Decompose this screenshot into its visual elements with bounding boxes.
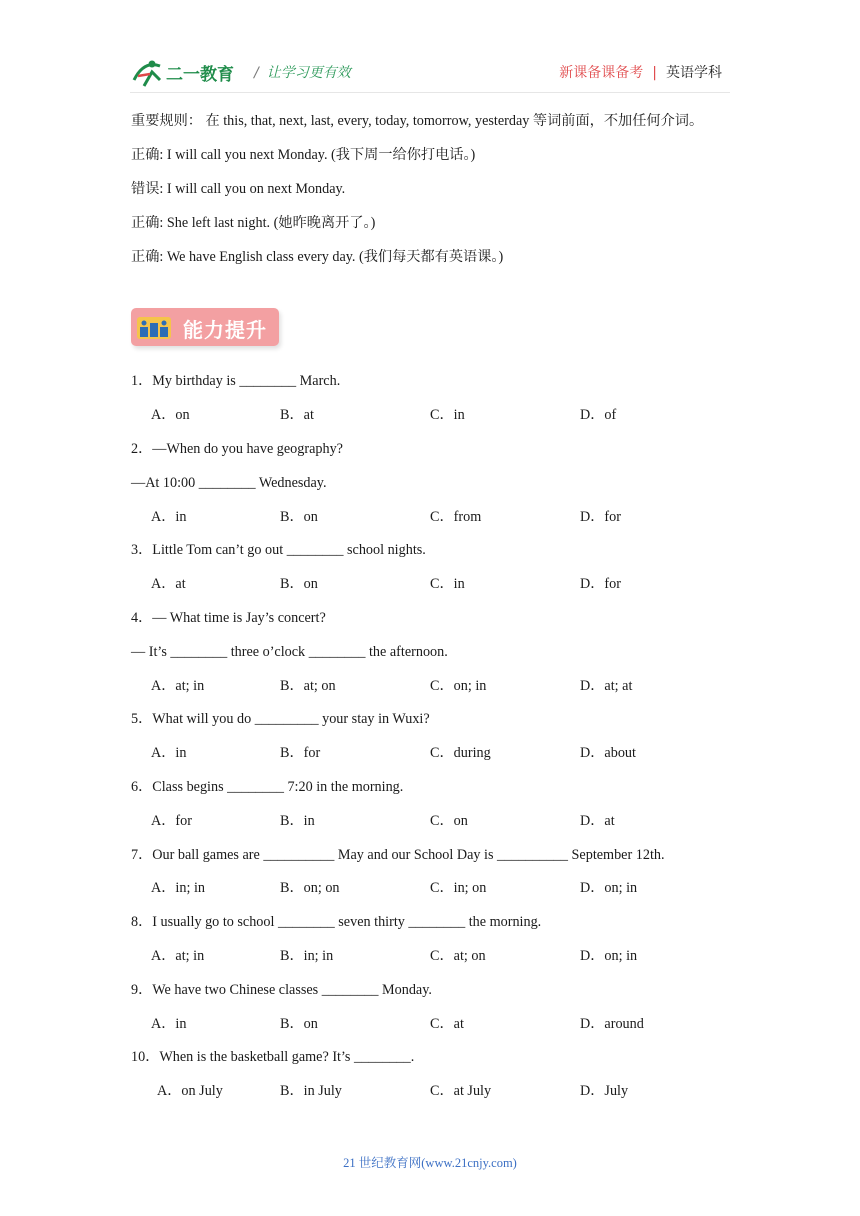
option-c: C．during [430, 745, 491, 761]
page-footer: 21 世纪教育网(www.21cnjy.com) [343, 1156, 517, 1170]
header-course-label: 新课备课备考 [559, 65, 644, 81]
option-c: C．on [430, 813, 468, 829]
rule-line: 重要规则： 在 this, that, next, last, every, today, tomorrow, yesterday 等词前面，不加任何介词。 [131, 113, 704, 129]
option-b: B．on [280, 1016, 318, 1032]
option-d: D．on; in [580, 880, 638, 896]
option-c: C．on; in [430, 678, 487, 694]
question-stem: 4．— What time is Jay’s concert? [131, 610, 326, 626]
question-stem: 3．Little Tom can’t go out ________ school nights. [131, 542, 426, 558]
option-b: B．at [280, 407, 314, 423]
option-d: D．for [580, 509, 621, 525]
question-stem: 1．My birthday is ________ March. [131, 373, 341, 389]
question-stem: 10．When is the basketball game? It’s ________. [131, 1049, 415, 1065]
option-c: C．in [430, 576, 465, 592]
abilities-icon [137, 317, 171, 339]
option-b: B．on [280, 576, 318, 592]
option-d: D．for [580, 576, 621, 592]
option-d: D．July [580, 1083, 629, 1099]
page-header [130, 56, 730, 94]
option-a: A．in [151, 509, 187, 525]
question-stem: 9．We have two Chinese classes ________ Monday. [131, 982, 432, 998]
slogan: / 让学习更有效 [254, 65, 351, 81]
option-b: B．in July [280, 1083, 342, 1099]
option-d: D．on; in [580, 948, 638, 964]
header-subject [559, 62, 722, 82]
question-stem: — It’s ________ three o’clock ________ the afternoon. [131, 644, 448, 660]
rule-line: 正确: We have English class every day. (我们每天都有英语课。) [131, 249, 504, 265]
option-a: A．at [151, 576, 186, 592]
question-stem: 6．Class begins ________ 7:20 in the morning. [131, 779, 404, 795]
rule-line: 正确: I will call you next Monday. (我下周一给你打电话。) [131, 147, 476, 163]
section-badge-text: 能力提升 [183, 318, 267, 342]
rule-line: 错误: I will call you on next Monday. [131, 181, 346, 197]
rule-line: 正确: She left last night. (她昨晚离开了。) [131, 215, 376, 231]
option-c: C．at [430, 1016, 464, 1032]
option-d: D．at; at [580, 678, 633, 694]
option-c: C．at July [430, 1083, 492, 1099]
header-separator: | [652, 65, 657, 81]
slogan-text: 让学习更有效 [266, 65, 351, 81]
question-stem: 8．I usually go to school ________ seven thirty ________ the morning. [131, 914, 542, 930]
option-a: A．at; in [151, 678, 205, 694]
option-b: B．in [280, 813, 315, 829]
logo-icon [130, 56, 250, 90]
option-a: A．in; in [151, 880, 205, 896]
logo-text: 二一教育 [166, 65, 234, 85]
option-b: B．at; on [280, 678, 336, 694]
option-b: B．on; on [280, 880, 340, 896]
option-a: A．on [151, 407, 190, 423]
option-a: A．on July [157, 1083, 223, 1099]
section-badge [131, 308, 279, 346]
question-stem: —At 10:00 ________ Wednesday. [131, 475, 327, 491]
option-b: B．for [280, 745, 321, 761]
question-stem: 5．What will you do _________ your stay in Wuxi? [131, 711, 430, 727]
option-d: D．around [580, 1016, 644, 1032]
option-d: D．about [580, 745, 636, 761]
option-a: A．in [151, 745, 187, 761]
option-a: A．at; in [151, 948, 205, 964]
option-c: C．in; on [430, 880, 487, 896]
option-a: A．for [151, 813, 192, 829]
option-c: C．in [430, 407, 465, 423]
option-d: D．at [580, 813, 615, 829]
option-d: D．of [580, 407, 617, 423]
option-b: B．on [280, 509, 318, 525]
header-divider [130, 92, 730, 93]
header-subject-label: 英语学科 [666, 65, 722, 81]
option-a: A．in [151, 1016, 187, 1032]
question-stem: 7．Our ball games are __________ May and our School Day is __________ September 12th. [131, 847, 665, 863]
option-b: B．in; in [280, 948, 334, 964]
question-stem: 2．—When do you have geography? [131, 441, 343, 457]
option-c: C．from [430, 509, 482, 525]
option-c: C．at; on [430, 948, 486, 964]
